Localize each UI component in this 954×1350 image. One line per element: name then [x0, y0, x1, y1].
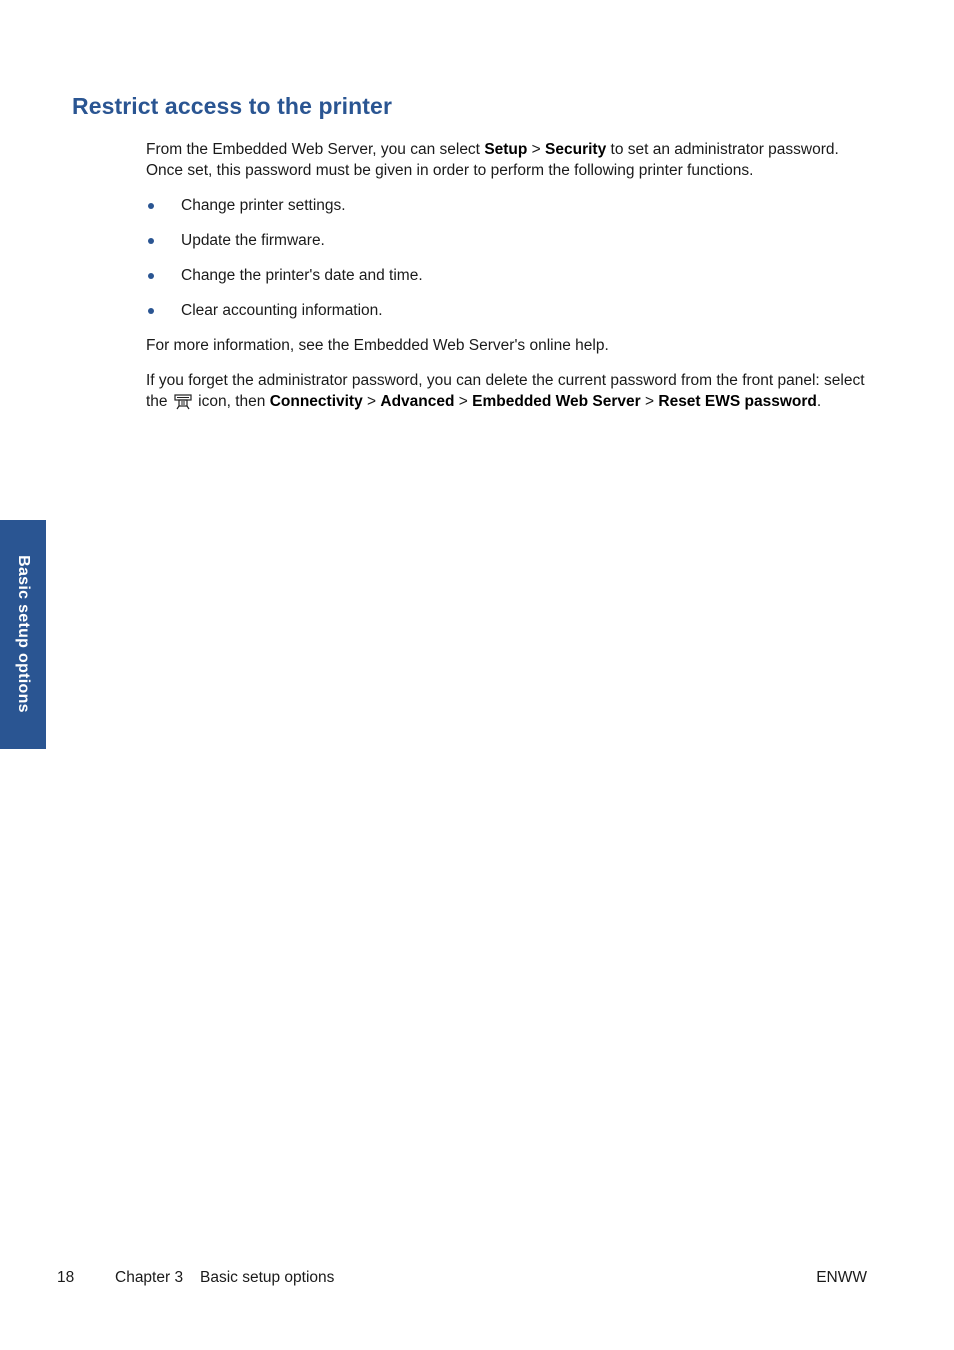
menu-advanced: Advanced: [380, 393, 455, 410]
side-tab-label: Basic setup options: [15, 555, 32, 713]
content-body: [146, 139, 866, 430]
list-item: Change printer settings.: [146, 195, 866, 216]
list-item: Change the printer's date and time.: [146, 265, 866, 286]
footer-code: ENWW: [816, 1269, 867, 1286]
footer-chapter-title: Basic setup options: [200, 1269, 335, 1286]
more-info-paragraph: For more information, see the Embedded Web Server's online help.: [146, 337, 609, 354]
menu-security: Security: [545, 141, 607, 158]
menu-reset-ews-password: Reset EWS password: [658, 393, 817, 410]
bullet-icon: [148, 238, 154, 244]
page-title: Restrict access to the printer: [72, 93, 393, 119]
page-number: 18: [57, 1269, 75, 1286]
bullet-icon: [148, 308, 154, 314]
list-item: Update the firmware.: [146, 230, 866, 251]
chapter-side-tab: [0, 520, 46, 749]
forget-password-paragraph: If you forget the administrator password, you can delete the current password from the front panel: select the icon, then Connectivity > Advanced > Embedded Web Server > Reset EWS password.: [146, 370, 866, 416]
footer-chapter: Chapter 3: [115, 1269, 184, 1286]
intro-paragraph: From the Embedded Web Server, you can select Setup > Security to set an administrator password. Once set, this password must be given in order to perform the following printer functions.: [146, 141, 839, 179]
printer-setup-icon: [174, 393, 192, 416]
list-item: Clear accounting information.: [146, 300, 866, 321]
function-list: [146, 195, 866, 321]
bullet-icon: [148, 203, 154, 209]
menu-embedded-web-server: Embedded Web Server: [472, 393, 641, 410]
bullet-icon: [148, 273, 154, 279]
menu-connectivity: Connectivity: [269, 393, 363, 410]
menu-setup: Setup: [484, 141, 528, 158]
